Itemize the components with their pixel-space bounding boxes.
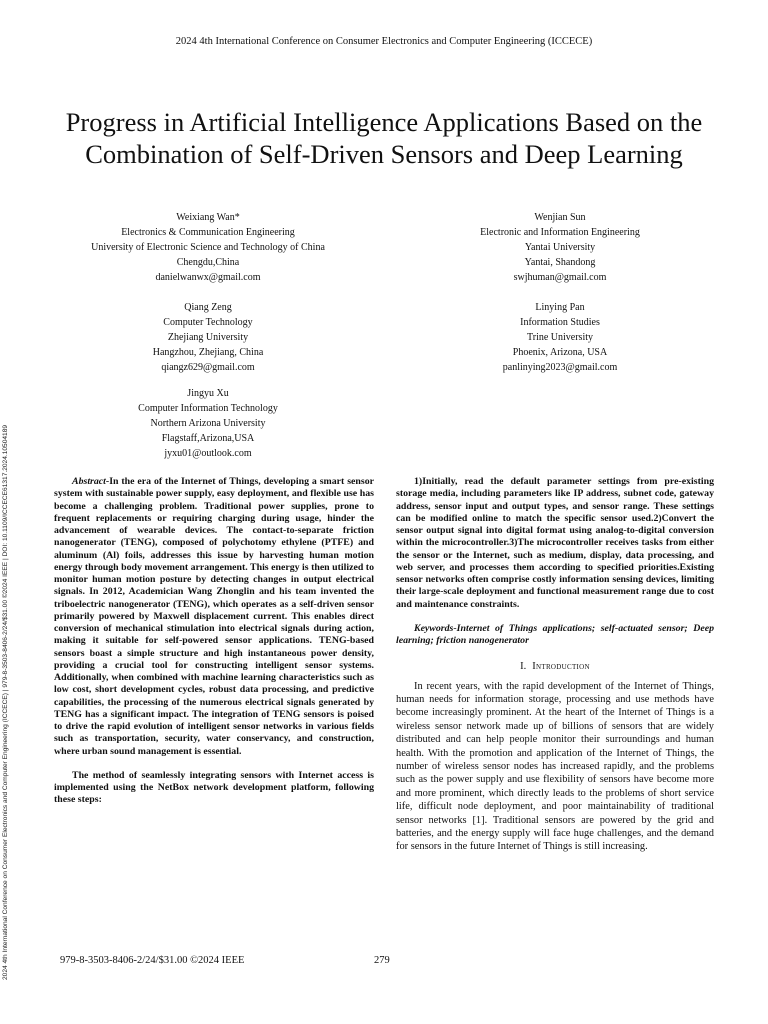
abstract-text: -In the era of the Internet of Things, developing a smart sensor system with sustainable power supply, easy deployment, and flexible use has become a challenging problem. Traditional power supplies, prone to frequent replacements or requiring charging during usage, hinder the advancement of wearable devices. The contact-to-separate friction nanogenerator (TENG), composed of polychotomy ethylene (PTFE) and aluminum (Al) foils, addresses this issue by harvesting human motion energy through body movement arrangement. This energy is then utilized to monitor human motion posture by detecting changes in output electrical signals. In 2012, Academician Wang Zhonglin and his team invented the triboelectric nanogenerator (TENG), which operates as a self-driven sensor primarily powered by Maxwell displacement current. This enables direct conversion of mechanical stimulation into electrical signals during action, making it suitable for self-powered sensor applications. TENG-based sensors boast a simple structure and high instantaneous power density, providing a crucial tool for constructing intelligent sensor systems. Additionally, when combined with machine learning characteristics such as low cost, short development cycles, robust data processing, and predictive capabilities, the processing of the numerous electrical signals generated by TENG has a significant impact. The integration of TENG sensors is poised to drive the rapid evolution of intelligent sensor networks in various fields such as transportation, security, water conservancy, and construction, where urban sound management is essential. <box>54 476 374 757</box>
author-org: Trine University <box>526 332 594 343</box>
author-location: Flagstaff,Arizona,USA <box>161 433 255 444</box>
author-email: swjhuman@gmail.com <box>513 272 607 283</box>
author-org: Zhejiang University <box>167 332 249 343</box>
introduction-paragraph: In recent years, with the rapid development of the Internet of Things, human needs for information storage, processing and use methods have become increasingly prominent. At the heart of the Internet of Things is a wireless sensor network made up of billions of sensors that are widely distributed and can help people monitor their surroundings and human health. With the promotion and application of the Internet of Things, the number of wireless sensor nodes has increased rapidly, and the problems such as the power supply and use flexibility of sensors have become more and more prominent, which directly leads to the problems of short service life, difficult node deployment, and poor maintainability of traditional sensor networks [1]. Traditional sensors are powered by the grid and batteries, and the energy supply will face huge challenges, and the demand for sensors in the future Internet of Things is still increasing. <box>396 680 714 853</box>
author-org: Yantai University <box>524 242 596 253</box>
author-name: Wenjian Sun <box>534 212 586 223</box>
author-email: jyxu01@outlook.com <box>164 448 252 459</box>
author-name: Linying Pan <box>535 302 585 313</box>
author-email: panlinying2023@gmail.com <box>502 362 618 373</box>
author-block <box>58 300 358 375</box>
author-dept: Computer Technology <box>163 317 253 328</box>
author-org: Northern Arizona University <box>150 418 266 429</box>
doi-side-stamp: 2024 4th International Conference on Consumer Electronics and Computer Engineering (ICCECE) | 979-8-3503-8406-2/24/$31.00 ©2024 IEEE | DOI: 10.1109/ICCECE61317.2024.10504189 <box>2 424 9 980</box>
author-location: Chengdu,China <box>176 257 240 268</box>
author-block <box>58 210 358 285</box>
author-location: Yantai, Shandong <box>524 257 596 268</box>
steps-paragraph: 1)Initially, read the default parameter settings from pre-existing storage media, including parameters like IP address, subnet code, gateway address, sensor input and output types, and sensor range. These settings can be modified online to match the specific sensor used.2)Convert the sensor output signal into digital format using analog-to-digital conversion within the microcontroller.3)The microcontroller receives tasks from either the sensor or the Internet, such as medium, display, data processing, and web server, and processes them according to specified priorities.Existing sensor networks often comprise costly information sensing devices, limiting their large-scale deployment and functional measurement range due to cost and maintenance constraints. <box>396 476 714 610</box>
keywords: Keywords-Internet of Things applications; self-actuated sensor; Deep learning; friction nanogenerator <box>396 622 714 646</box>
page-number: 279 <box>374 955 390 966</box>
section-heading-introduction <box>396 661 714 673</box>
author-email: qiangz629@gmail.com <box>161 362 255 373</box>
paper-title: Progress in Artificial Intelligence Applications Based on the Combination of Self-Driven Sensors and Deep Learning <box>65 107 703 169</box>
section-number: I. <box>520 661 527 673</box>
abstract-method: The method of seamlessly integrating sensors with Internet access is implemented using the NetBox network development platform, following these steps: <box>54 769 374 806</box>
author-block <box>410 300 710 375</box>
author-block <box>58 386 358 461</box>
author-dept: Electronic and Information Engineering <box>480 227 640 238</box>
author-location: Hangzhou, Zhejiang, China <box>152 347 264 358</box>
section-title: Introduction <box>532 661 590 673</box>
author-name: Jingyu Xu <box>187 388 229 399</box>
author-location: Phoenix, Arizona, USA <box>512 347 608 358</box>
author-dept: Electronics & Communication Engineering <box>121 227 295 238</box>
right-column <box>396 476 714 854</box>
left-column <box>54 476 374 807</box>
author-name: Qiang Zeng <box>184 302 232 313</box>
author-org: University of Electronic Science and Technology of China <box>91 242 325 253</box>
footer-copyright: 979-8-3503-8406-2/24/$31.00 ©2024 IEEE <box>60 955 245 966</box>
abstract-label: Abstract <box>72 476 106 487</box>
author-email: danielwanwx@gmail.com <box>155 272 261 283</box>
conference-header: 2024 4th International Conference on Consumer Electronics and Computer Engineering (ICCECE) <box>175 36 593 47</box>
author-name: Weixiang Wan* <box>176 212 240 223</box>
author-block <box>410 210 710 285</box>
abstract <box>54 476 374 758</box>
author-dept: Computer Information Technology <box>138 403 278 414</box>
author-dept: Information Studies <box>520 317 600 328</box>
